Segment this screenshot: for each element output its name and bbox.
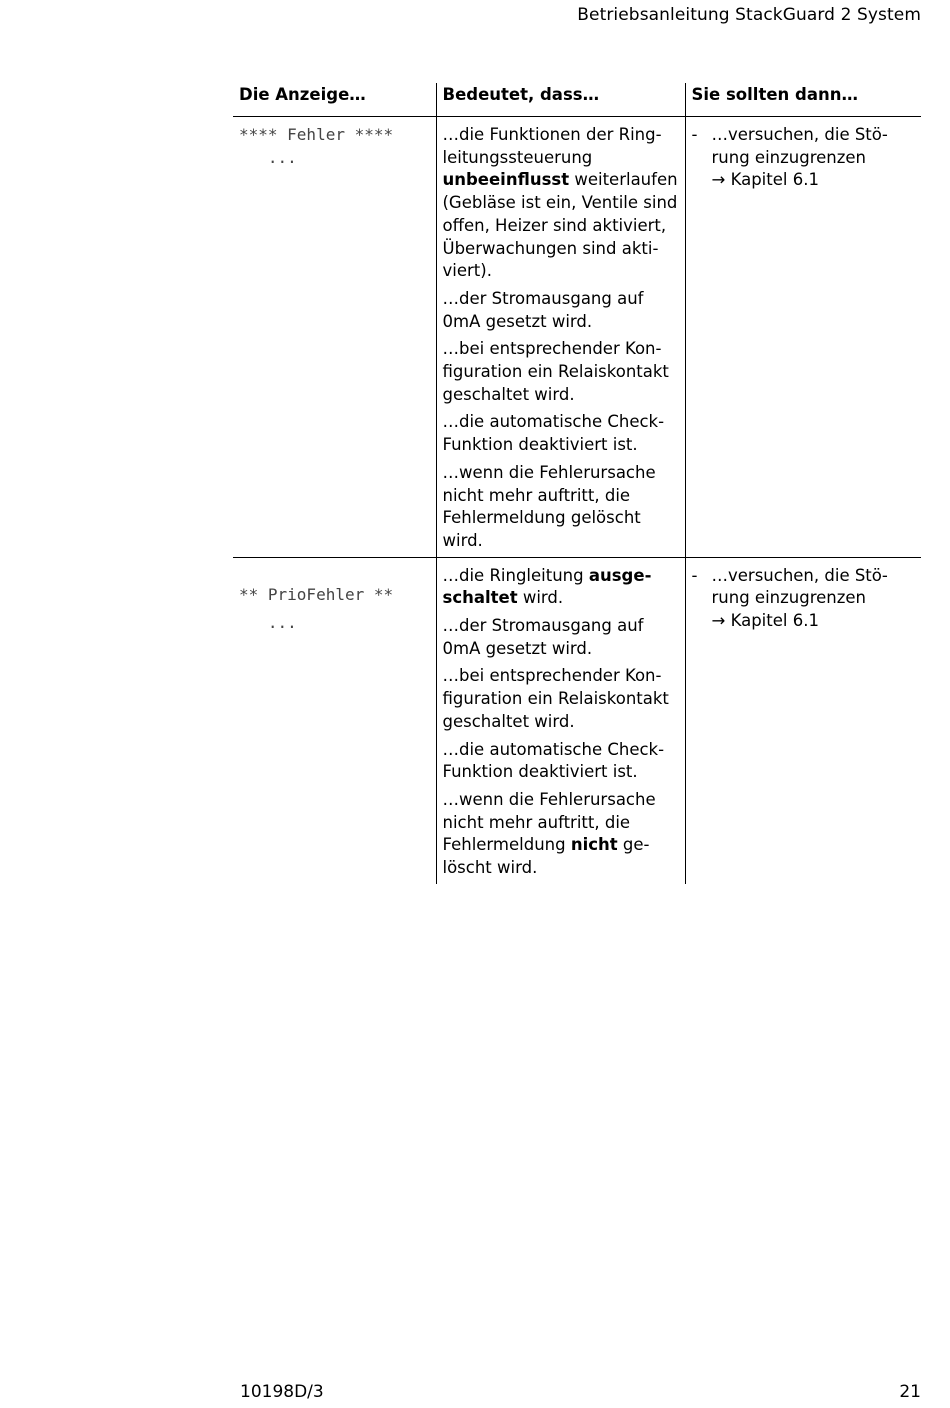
action-item — [692, 565, 916, 633]
bullet-dash: - — [691, 565, 698, 585]
display-message: **** Fehler **** — [239, 125, 394, 144]
meaning-paragraph: …der Stromausgang auf 0mA gesetzt wird. — [442, 288, 644, 331]
action-cell — [685, 117, 921, 558]
meaning-paragraph: …die automatische Check-Funktion deaktiviert ist. — [442, 412, 665, 455]
chapter-reference: → Kapitel 6.1 — [711, 611, 819, 631]
display-ellipsis: ... — [239, 613, 297, 633]
header-display: Die Anzeige… — [233, 83, 436, 117]
meaning-paragraph: …der Stromausgang auf 0mA gesetzt wird. — [442, 616, 644, 658]
meaning-paragraph: …die Ringleitung ausgeschaltet wird. — [442, 565, 652, 608]
chapter-reference: → Kapitel 6.1 — [711, 170, 819, 190]
meaning-cell — [436, 557, 685, 884]
table-row — [233, 117, 921, 558]
meaning-paragraph: …wenn die Fehlerursache nicht mehr auftritt, die Fehlermeldung gelöscht wird. — [442, 462, 656, 550]
document-number: 10198D/3 — [240, 1382, 324, 1402]
action-cell — [685, 557, 921, 884]
meaning-paragraph: …bei entsprechender Konfiguration ein Relaiskontakt geschaltet wird. — [442, 666, 669, 731]
page-header-title: Betriebsanleitung StackGuard 2 System — [577, 5, 921, 25]
action-text: …versuchen, die Störung einzugrenzen — [711, 125, 888, 167]
display-ellipsis: ... — [239, 147, 297, 167]
action-item — [692, 124, 916, 192]
meaning-paragraph: …wenn die Fehlerursache nicht mehr auftritt, die Fehlermeldung nicht gelöscht wird. — [442, 789, 656, 878]
error-display-table — [233, 83, 921, 884]
table-header-row — [233, 83, 921, 117]
bullet-dash: - — [691, 125, 698, 144]
meaning-paragraph: …die automatische Check-Funktion deaktiviert ist. — [442, 739, 665, 782]
display-message: ** PrioFehler ** — [239, 584, 394, 604]
display-cell — [233, 557, 436, 884]
meaning-paragraph: …bei entsprechender Konfiguration ein Relaiskontakt geschaltet wird. — [442, 339, 669, 404]
table-row — [233, 557, 921, 884]
meaning-paragraph: …die Funktionen der Ringleitungssteuerung unbeeinflusst weiterlaufen (Gebläse ist ein, Ventile sind offen, Heizer sind aktiviert, Überwachungen sind aktiviert). — [442, 125, 678, 281]
page-number: 21 — [899, 1382, 921, 1402]
header-action: Sie sollten dann… — [685, 83, 921, 117]
display-cell — [233, 117, 436, 558]
action-text: …versuchen, die Störung einzugrenzen — [711, 565, 888, 608]
header-meaning: Bedeutet, dass… — [436, 83, 685, 117]
meaning-cell — [436, 117, 685, 558]
